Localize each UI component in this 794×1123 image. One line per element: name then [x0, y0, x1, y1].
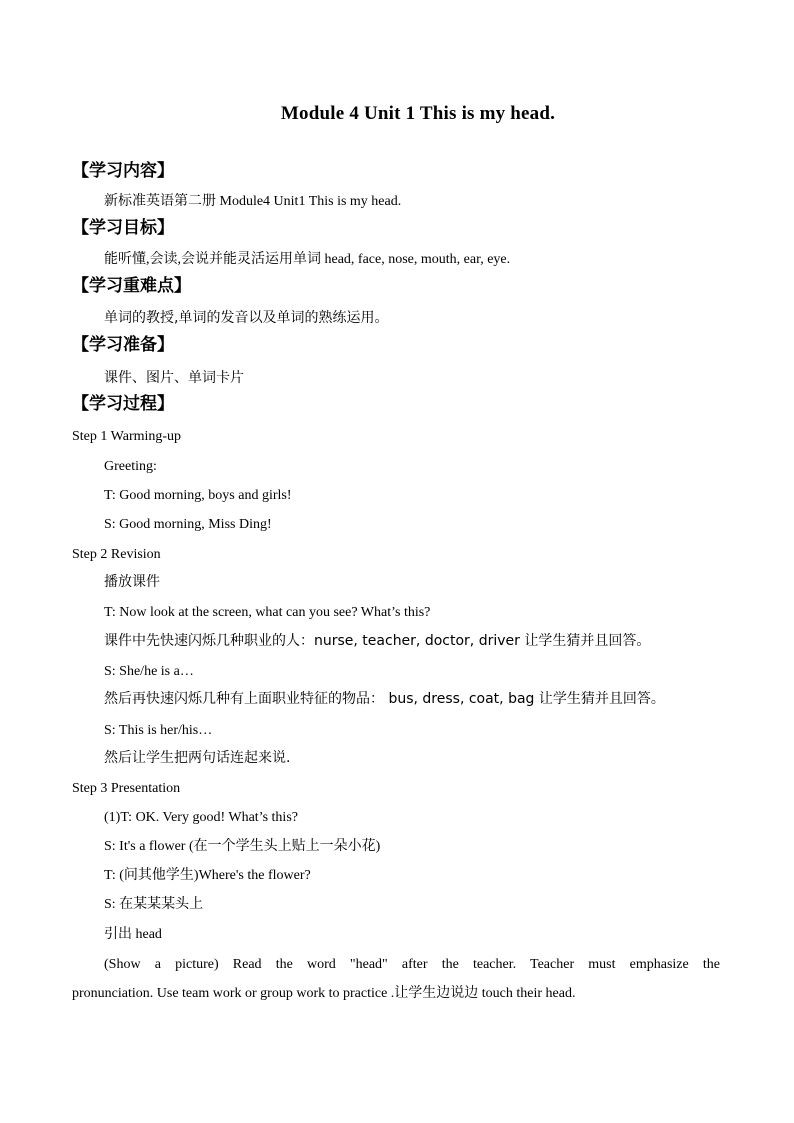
step1-line: Greeting:	[104, 459, 157, 474]
step2-line: 然后再快速闪烁几种有上面职业特征的物品： bus, dress, coat, bag 让学生猜并且回答。	[104, 691, 665, 707]
content-text: 新标准英语第二册 Module4 Unit1 This is my head.	[104, 194, 402, 209]
step1-line: S: Good morning, Miss Ding!	[104, 517, 272, 532]
step3-line: (1)T: OK. Very good! What’s this?	[104, 810, 298, 825]
step2-title: Step 2 Revision	[72, 547, 161, 562]
step3-line: S: It's a flower (在一个学生头上贴上一朵小花)	[104, 839, 381, 854]
step3-paragraph-line: pronunciation. Use team work or group work to practice .让学生边说边 touch their head.	[72, 986, 576, 1001]
step3-line: T: (问其他学生)Where's the flower?	[104, 868, 311, 883]
step3-paragraph-line: (Show a picture) Read the word "head" after the teacher. Teacher must emphasize the	[104, 957, 720, 972]
step2-line: S: This is her/his…	[104, 723, 213, 738]
step2-line: 课件中先快速闪烁几种职业的人：nurse, teacher, doctor, driver 让学生猜并且回答。	[104, 633, 651, 649]
step3-title: Step 3 Presentation	[72, 781, 181, 796]
prep-text: 课件、图片、单词卡片	[104, 370, 244, 386]
section-heading-key: 【学习重难点】	[72, 276, 191, 296]
step3-line: S: 在某某某头上	[104, 897, 204, 912]
step2-line: 然后让学生把两句话连起来说.	[104, 750, 291, 766]
step1-title: Step 1 Warming-up	[72, 429, 182, 444]
section-heading-content: 【学习内容】	[72, 161, 174, 181]
step1-line: T: Good morning, boys and girls!	[104, 488, 292, 503]
section-heading-prep: 【学习准备】	[72, 335, 174, 355]
step2-line: 播放课件	[104, 574, 160, 590]
key-text: 单词的教授,单词的发音以及单词的熟练运用。	[104, 310, 389, 326]
document-title: Module 4 Unit 1 This is my head.	[280, 103, 556, 124]
goal-text: 能听懂,会读,会说并能灵活运用单词 head, face, nose, mouth, ear, eye.	[104, 252, 511, 267]
section-heading-process: 【学习过程】	[72, 394, 174, 414]
step2-line: T: Now look at the screen, what can you see? What’s this?	[104, 605, 431, 620]
section-heading-goal: 【学习目标】	[72, 218, 174, 238]
step3-line: 引出 head	[104, 927, 162, 942]
step2-line: S: She/he is a…	[104, 664, 194, 679]
